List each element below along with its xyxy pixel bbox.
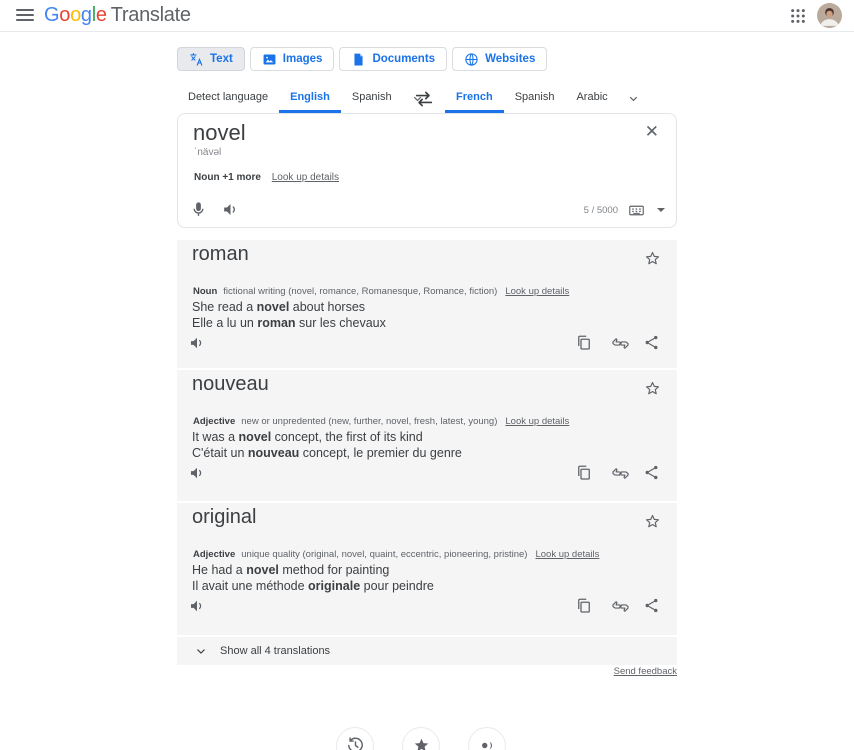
translation-card-roman xyxy=(177,240,677,368)
lang-detect-language[interactable]: Detect language xyxy=(188,91,269,103)
listen-icon[interactable] xyxy=(188,334,208,354)
char-counter: 5 / 5000 xyxy=(583,205,618,216)
tab-label: Websites xyxy=(485,53,536,65)
pos-label: Noun xyxy=(193,286,218,297)
example-source: She read a novel about horses xyxy=(192,300,366,314)
keyboard-icon[interactable] xyxy=(628,202,648,222)
card-controls xyxy=(177,464,677,488)
language-bar xyxy=(177,84,677,113)
logo-letter: g xyxy=(80,4,92,26)
product-name: Translate xyxy=(110,4,191,26)
pos-label: Adjective xyxy=(193,416,236,427)
history-button[interactable] xyxy=(336,727,374,750)
lookup-details-link[interactable]: Look up details xyxy=(271,172,340,183)
source-controls xyxy=(178,200,676,224)
example-source: It was a novel concept, the first of its kind xyxy=(192,430,423,444)
tab-label: Text xyxy=(210,53,233,65)
tab-documents[interactable] xyxy=(339,47,447,71)
app-header xyxy=(0,0,854,32)
image-icon xyxy=(262,52,277,67)
translate-icon xyxy=(189,52,204,67)
source-text[interactable]: novel xyxy=(193,120,246,145)
gloss-text: unique quality (original, novel, quaint, eccentric, pioneering, pristine) xyxy=(241,549,528,560)
apps-grid-icon[interactable] xyxy=(790,8,806,24)
gloss-text: new or unpredented (new, further, novel, fresh, latest, young) xyxy=(241,416,498,427)
logo-letter: l xyxy=(91,4,96,26)
share-icon[interactable] xyxy=(643,334,663,354)
lookup-details-link[interactable]: Look up details xyxy=(505,286,570,297)
tab-label: Documents xyxy=(372,53,436,65)
tab-images[interactable] xyxy=(250,47,335,71)
star-icon[interactable] xyxy=(644,380,661,397)
saved-button[interactable] xyxy=(402,727,440,750)
tab-text[interactable] xyxy=(177,47,245,71)
show-all-translations-button[interactable] xyxy=(177,637,677,665)
close-icon[interactable]: ✕ xyxy=(644,122,659,141)
microphone-icon[interactable] xyxy=(189,200,209,220)
example-block xyxy=(192,299,386,331)
source-text-panel[interactable] xyxy=(177,113,677,228)
send-feedback-link[interactable]: Send feedback xyxy=(613,666,677,677)
keyboard-caret-icon[interactable] xyxy=(657,208,665,212)
chevron-down-icon[interactable] xyxy=(619,84,648,113)
globe-icon xyxy=(464,52,479,67)
star-icon[interactable] xyxy=(644,250,661,267)
lookup-details-link[interactable]: Look up details xyxy=(505,416,570,427)
share-icon[interactable] xyxy=(643,597,663,617)
source-language-group xyxy=(177,84,432,113)
lang-arabic[interactable]: Arabic xyxy=(576,91,608,103)
listen-icon[interactable] xyxy=(188,597,208,617)
card-controls xyxy=(177,334,677,358)
pos-summary: Noun +1 more xyxy=(194,172,261,183)
translation-word: original xyxy=(192,506,257,528)
menu-icon[interactable] xyxy=(16,9,34,23)
copy-icon[interactable] xyxy=(575,464,595,484)
card-controls xyxy=(177,597,677,621)
translation-word: nouveau xyxy=(192,373,269,395)
logo-letter: e xyxy=(95,4,107,26)
tab-websites[interactable] xyxy=(452,47,547,71)
translation-card-original xyxy=(177,503,677,635)
listen-icon[interactable] xyxy=(221,200,241,220)
star-icon[interactable] xyxy=(644,513,661,530)
translation-word: roman xyxy=(192,243,249,265)
pos-gloss-row xyxy=(193,286,569,297)
pos-summary-row xyxy=(194,172,339,183)
document-icon xyxy=(351,52,366,67)
example-block xyxy=(192,429,462,461)
target-language-group xyxy=(445,84,648,113)
example-source: He had a novel method for painting xyxy=(192,563,390,577)
example-target: Elle a lu un roman sur les chevaux xyxy=(192,316,386,330)
chevron-down-icon xyxy=(194,644,208,658)
app-logo[interactable] xyxy=(44,4,191,27)
tab-label: Images xyxy=(282,53,323,65)
star-filled-icon xyxy=(412,736,431,750)
rate-translation-icon[interactable] xyxy=(611,464,631,484)
logo-letter: o xyxy=(59,4,71,26)
pos-gloss-row xyxy=(193,416,569,427)
lang-english[interactable]: English xyxy=(279,84,341,113)
pos-gloss-row xyxy=(193,549,599,560)
lang-french[interactable]: French xyxy=(445,84,504,113)
contribute-button[interactable] xyxy=(468,727,506,750)
history-icon xyxy=(346,736,365,750)
listen-icon[interactable] xyxy=(188,464,208,484)
copy-icon[interactable] xyxy=(575,334,595,354)
rate-translation-icon[interactable] xyxy=(611,597,631,617)
logo-letter: G xyxy=(44,4,60,26)
contribute-icon xyxy=(478,736,497,750)
swap-languages-icon[interactable] xyxy=(413,88,435,110)
translation-card-nouveau xyxy=(177,370,677,501)
copy-icon[interactable] xyxy=(575,597,595,617)
lang-spanish-source[interactable]: Spanish xyxy=(351,91,392,103)
example-target: C'était un nouveau concept, le premier du genre xyxy=(192,446,462,460)
rate-translation-icon[interactable] xyxy=(611,334,631,354)
gloss-text: fictional writing (novel, romance, Romanesque, Romance, fiction) xyxy=(223,286,498,297)
pos-label: Adjective xyxy=(193,549,236,560)
lang-spanish-target[interactable]: Spanish xyxy=(514,91,555,103)
example-target: Il avait une méthode originale pour peindre xyxy=(192,579,434,593)
show-all-label: Show all 4 translations xyxy=(220,645,331,657)
example-block xyxy=(192,562,434,594)
mode-tabs xyxy=(177,47,547,71)
avatar[interactable] xyxy=(817,3,842,28)
lookup-details-link[interactable]: Look up details xyxy=(535,549,600,560)
phonetic-text: ˈnävəl xyxy=(194,147,222,158)
logo-letter: o xyxy=(70,4,81,26)
share-icon[interactable] xyxy=(643,464,663,484)
